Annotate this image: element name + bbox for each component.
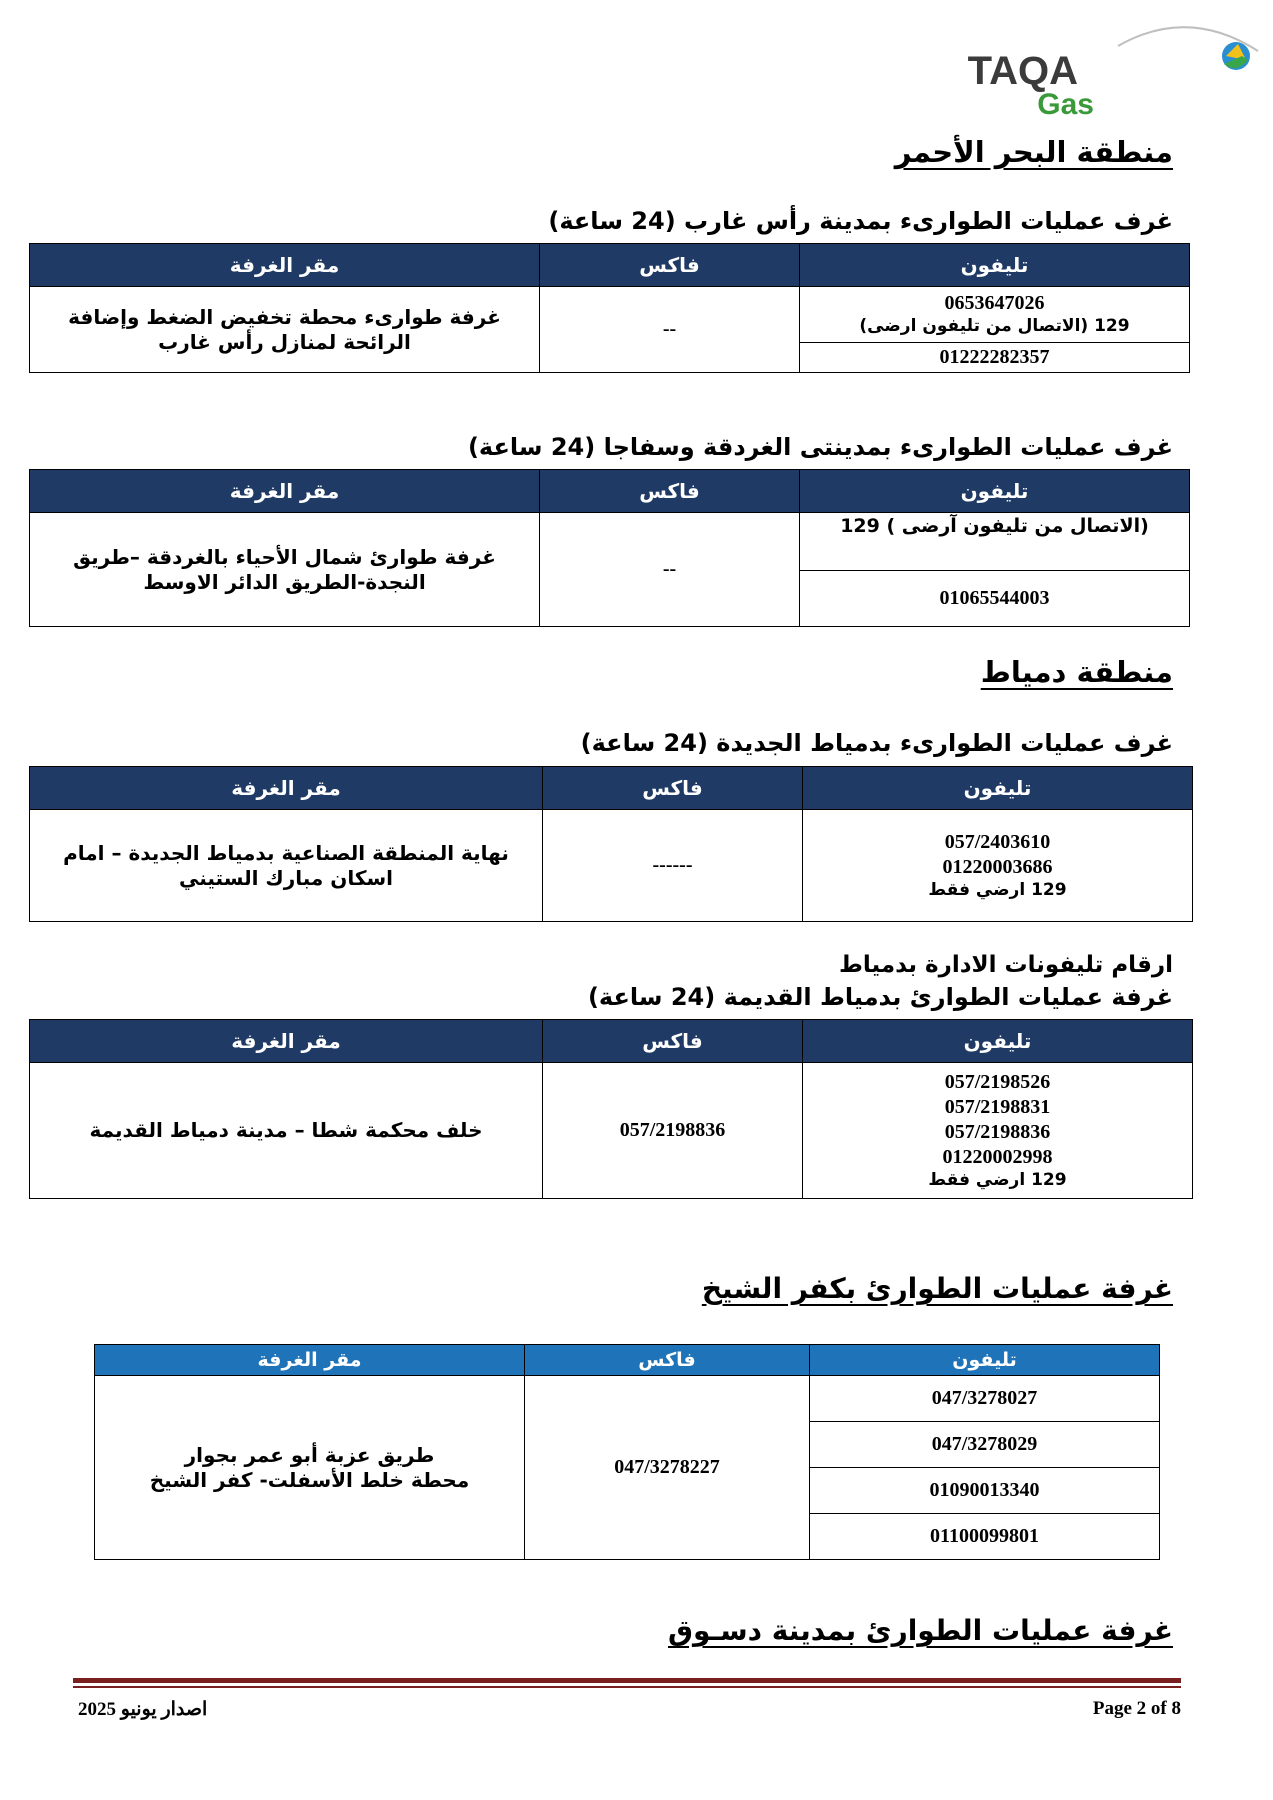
logo-graphic (967, 16, 1268, 126)
location-line: محطة خلط الأسفلت- كفر الشيخ (149, 1467, 470, 1492)
phone-number: 057/2198836 (944, 1120, 1051, 1143)
phone-number: 01222282357 (800, 343, 1190, 373)
hurghada-table (29, 469, 1190, 627)
header-fax: فاكس (540, 244, 800, 287)
header-fax: فاكس (543, 767, 803, 810)
phone-number: 129 ارضي فقط (928, 879, 1067, 900)
phone-number: 047/3278029 (810, 1422, 1160, 1468)
fax-cell: -- (540, 287, 800, 373)
location-cell: غرفة طوارىء محطة تخفيض الضغط وإضافة الرائحة لمنازل رأس غارب (30, 287, 540, 373)
old-damietta-title: غرفة عمليات الطوارئ بدمياط القديمة (24 ساعة) (587, 983, 1173, 1011)
location-line: طريق عزبة أبو عمر بجوار (184, 1442, 435, 1467)
new-damietta-table (29, 766, 1193, 922)
logo-sub-text: Gas (1037, 88, 1094, 121)
phone-number: 129 ارضي فقط (928, 1169, 1067, 1190)
fax-cell: -- (540, 513, 800, 627)
location-cell: غرفة طوارئ شمال الأحياء بالغردقة –طريق النجدة-الطريق الدائر الاوسط (30, 513, 540, 627)
damietta-region-title: منطقة دمياط (980, 655, 1173, 689)
phone-number: 129 (الاتصال من تليفون ارضى) (859, 316, 1130, 337)
kafr-el-sheikh-title: غرفة عمليات الطوارئ بكفر الشيخ (701, 1272, 1173, 1305)
desouk-title: غرفة عمليات الطوارئ بمدينة دسـوق (667, 1614, 1173, 1647)
hurghada-title: غرف عمليات الطوارىء بمدينتى الغردقة وسفاجا (24 ساعة) (467, 433, 1173, 461)
header-phone: تليفون (803, 767, 1193, 810)
taqa-gas-logo (967, 16, 1268, 126)
header-location: مقر الغرفة (30, 767, 543, 810)
location-cell: خلف محكمة شطا – مدينة دمياط القديمة (30, 1063, 543, 1199)
ras-gharib-title: غرف عمليات الطوارىء بمدينة رأس غارب (24 ساعة) (548, 207, 1173, 235)
old-damietta-table (29, 1019, 1193, 1199)
header-fax: فاكس (525, 1345, 810, 1376)
phone-cell (803, 1063, 1193, 1199)
header-fax: فاكس (543, 1020, 803, 1063)
header-location: مقر الغرفة (30, 1020, 543, 1063)
footer-divider (73, 1678, 1181, 1683)
phone-cell (800, 287, 1190, 343)
header-phone: تليفون (800, 244, 1190, 287)
phone-cell (803, 810, 1193, 922)
phone-number: 0653647026 (944, 292, 1045, 315)
header-location: مقر الغرفة (95, 1345, 525, 1376)
phone-number: 01220002998 (942, 1145, 1053, 1168)
phone-number: 057/2403610 (944, 830, 1051, 853)
header-location: مقر الغرفة (30, 470, 540, 513)
ras-gharib-table (29, 243, 1190, 373)
footer-divider-thin (73, 1686, 1181, 1688)
phone-number: 057/2198526 (944, 1070, 1051, 1093)
phone-number: 01090013340 (810, 1468, 1160, 1514)
page-number: Page 2 of 8 (1092, 1698, 1181, 1719)
issue-date: اصدار يونيو 2025 (78, 1699, 208, 1720)
phone-number: 057/2198831 (944, 1095, 1051, 1118)
fax-cell: ------ (543, 810, 803, 922)
phone-number: (الاتصال من تليفون آرضى ) 129 (800, 513, 1190, 571)
location-cell: نهاية المنطقة الصناعية بدمياط الجديدة – امام اسكان مبارك الستيني (30, 810, 543, 922)
header-location: مقر الغرفة (30, 244, 540, 287)
header-fax: فاكس (540, 470, 800, 513)
header-phone: تليفون (800, 470, 1190, 513)
red-sea-region-title: منطقة البحر الأحمر (894, 135, 1173, 169)
fax-cell: 057/2198836 (543, 1063, 803, 1199)
kafr-el-sheikh-table (94, 1344, 1160, 1560)
phone-number: 047/3278027 (810, 1376, 1160, 1422)
new-damietta-title: غرف عمليات الطوارىء بدمياط الجديدة (24 ساعة) (580, 729, 1173, 757)
admin-phones-title: ارقام تليفونات الادارة بدمياط (838, 952, 1173, 978)
header-phone: تليفون (803, 1020, 1193, 1063)
phone-number: 01220003686 (942, 855, 1053, 878)
logo-brand-text: TAQA (967, 49, 1078, 93)
fax-cell: 047/3278227 (525, 1376, 810, 1560)
location-cell (95, 1376, 525, 1560)
header-phone: تليفون (810, 1345, 1160, 1376)
phone-number: 01100099801 (810, 1514, 1160, 1560)
phone-number: 01065544003 (800, 571, 1190, 627)
